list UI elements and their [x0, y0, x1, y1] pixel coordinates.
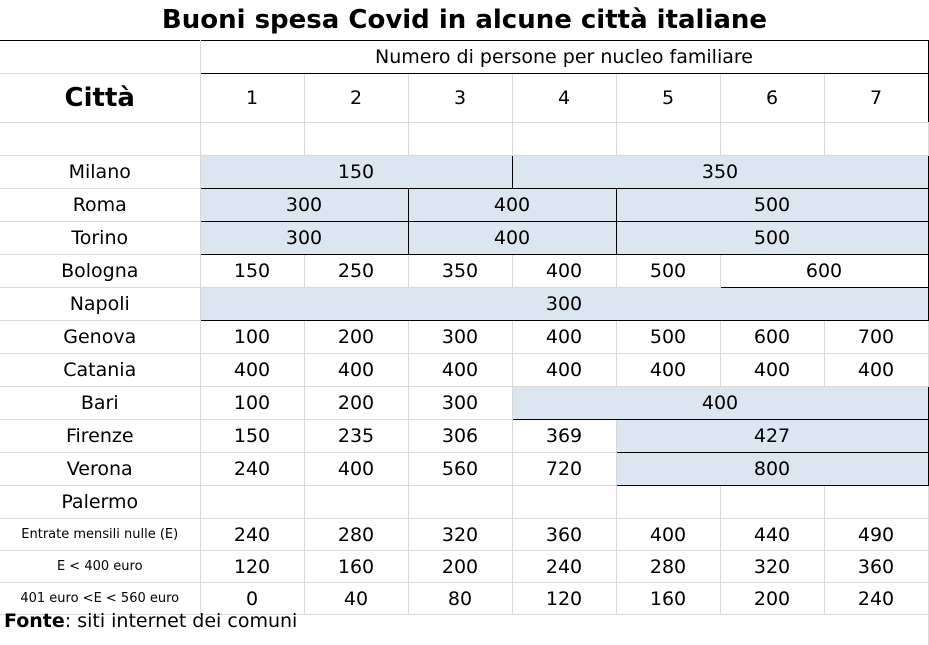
- spacer-cell: [200, 123, 304, 156]
- page-title: Buoni spesa Covid in alcune città italiane: [0, 0, 929, 40]
- spacer-cell: [720, 123, 824, 156]
- value-cell: 490: [824, 519, 928, 551]
- income-bracket-label: E < 400 euro: [0, 551, 200, 583]
- value-cell: 240: [824, 583, 928, 615]
- value-cell: 720: [512, 453, 616, 486]
- value-cell: 250: [304, 255, 408, 288]
- value-cell: 400: [720, 354, 824, 387]
- value-cell: 369: [512, 420, 616, 453]
- city-name: Verona: [0, 453, 200, 486]
- value-cell: 350: [512, 156, 928, 189]
- spacer-cell: [304, 123, 408, 156]
- value-cell: 160: [304, 551, 408, 583]
- value-cell: 440: [720, 519, 824, 551]
- source-note: [4, 606, 297, 636]
- value-cell: 400: [408, 354, 512, 387]
- value-cell: 200: [304, 387, 408, 420]
- value-cell: 400: [408, 189, 616, 222]
- table-row: [0, 420, 928, 453]
- value-cell: [824, 486, 928, 519]
- value-cell: 240: [512, 551, 616, 583]
- value-cell: 560: [408, 453, 512, 486]
- value-cell: 600: [720, 255, 928, 288]
- value-cell: 300: [200, 222, 408, 255]
- city-name: Roma: [0, 189, 200, 222]
- value-cell: 240: [200, 453, 304, 486]
- city-name: Bologna: [0, 255, 200, 288]
- table-row: [0, 519, 928, 551]
- city-name: Genova: [0, 321, 200, 354]
- column-group-label: Numero di persone per nucleo familiare: [200, 41, 928, 74]
- city-name: Bari: [0, 387, 200, 420]
- value-cell: 500: [616, 255, 720, 288]
- value-cell: 200: [720, 583, 824, 615]
- table-row: [0, 288, 928, 321]
- value-cell: 160: [616, 583, 720, 615]
- table-row: [0, 387, 928, 420]
- value-cell: 240: [200, 519, 304, 551]
- city-name: Palermo: [0, 486, 200, 519]
- city-name: Milano: [0, 156, 200, 189]
- value-cell: 300: [200, 189, 408, 222]
- value-cell: 300: [408, 321, 512, 354]
- city-column-label: Città: [0, 74, 200, 123]
- value-cell: 40: [304, 583, 408, 615]
- value-cell: 400: [408, 222, 616, 255]
- value-cell: 400: [824, 354, 928, 387]
- value-cell: 280: [304, 519, 408, 551]
- vouchers-table: [0, 40, 929, 645]
- value-cell: 300: [408, 387, 512, 420]
- header-spacer: [0, 41, 200, 74]
- table-row: [0, 222, 928, 255]
- value-cell: 120: [200, 551, 304, 583]
- value-cell: 600: [720, 321, 824, 354]
- table-row: [0, 453, 928, 486]
- value-cell: 200: [408, 551, 512, 583]
- column-header-2: 2: [304, 74, 408, 123]
- table-row: [0, 156, 928, 189]
- table-row: [0, 255, 928, 288]
- value-cell: 500: [616, 321, 720, 354]
- source-label: Fonte: [4, 610, 65, 632]
- value-cell: 150: [200, 156, 512, 189]
- city-name: Napoli: [0, 288, 200, 321]
- value-cell: [304, 486, 408, 519]
- column-header-3: 3: [408, 74, 512, 123]
- value-cell: [720, 486, 824, 519]
- table-row: [0, 321, 928, 354]
- city-name: Catania: [0, 354, 200, 387]
- column-header-7: 7: [824, 74, 928, 123]
- value-cell: 500: [616, 189, 928, 222]
- value-cell: [616, 486, 720, 519]
- value-cell: 350: [408, 255, 512, 288]
- value-cell: 360: [512, 519, 616, 551]
- value-cell: 400: [616, 354, 720, 387]
- spacer-cell: [824, 123, 928, 156]
- column-header-5: 5: [616, 74, 720, 123]
- column-header-1: 1: [200, 74, 304, 123]
- column-header-6: 6: [720, 74, 824, 123]
- value-cell: 280: [616, 551, 720, 583]
- value-cell: 400: [616, 519, 720, 551]
- table-row: [0, 189, 928, 222]
- value-cell: 100: [200, 321, 304, 354]
- table-row: [0, 486, 928, 519]
- income-bracket-label: Entrate mensili nulle (E): [0, 519, 200, 551]
- value-cell: 400: [512, 255, 616, 288]
- value-cell: [512, 486, 616, 519]
- value-cell: 150: [200, 255, 304, 288]
- income-bracket-label: 401 euro <E < 560 euro: [0, 583, 200, 615]
- source-text: : siti internet dei comuni: [65, 610, 298, 632]
- spacer-cell: [408, 123, 512, 156]
- value-cell: 80: [408, 583, 512, 615]
- spacer-cell: [512, 123, 616, 156]
- value-cell: 400: [304, 354, 408, 387]
- city-name: Torino: [0, 222, 200, 255]
- value-cell: 235: [304, 420, 408, 453]
- value-cell: 700: [824, 321, 928, 354]
- table-row: [0, 551, 928, 583]
- value-cell: 200: [304, 321, 408, 354]
- value-cell: 320: [720, 551, 824, 583]
- spacer-cell: [616, 123, 720, 156]
- value-cell: 400: [512, 387, 928, 420]
- value-cell: 120: [512, 583, 616, 615]
- column-header-4: 4: [512, 74, 616, 123]
- city-name: Firenze: [0, 420, 200, 453]
- value-cell: 800: [616, 453, 928, 486]
- value-cell: 300: [200, 288, 928, 321]
- value-cell: 320: [408, 519, 512, 551]
- value-cell: 400: [304, 453, 408, 486]
- value-cell: 360: [824, 551, 928, 583]
- value-cell: 306: [408, 420, 512, 453]
- spacer-cell: [0, 123, 200, 156]
- value-cell: 150: [200, 420, 304, 453]
- value-cell: 427: [616, 420, 928, 453]
- value-cell: 100: [200, 387, 304, 420]
- value-cell: 0: [200, 583, 304, 615]
- value-cell: [200, 486, 304, 519]
- table-row: [0, 354, 928, 387]
- value-cell: [408, 486, 512, 519]
- value-cell: 400: [200, 354, 304, 387]
- value-cell: 400: [512, 321, 616, 354]
- value-cell: 400: [512, 354, 616, 387]
- value-cell: 500: [616, 222, 928, 255]
